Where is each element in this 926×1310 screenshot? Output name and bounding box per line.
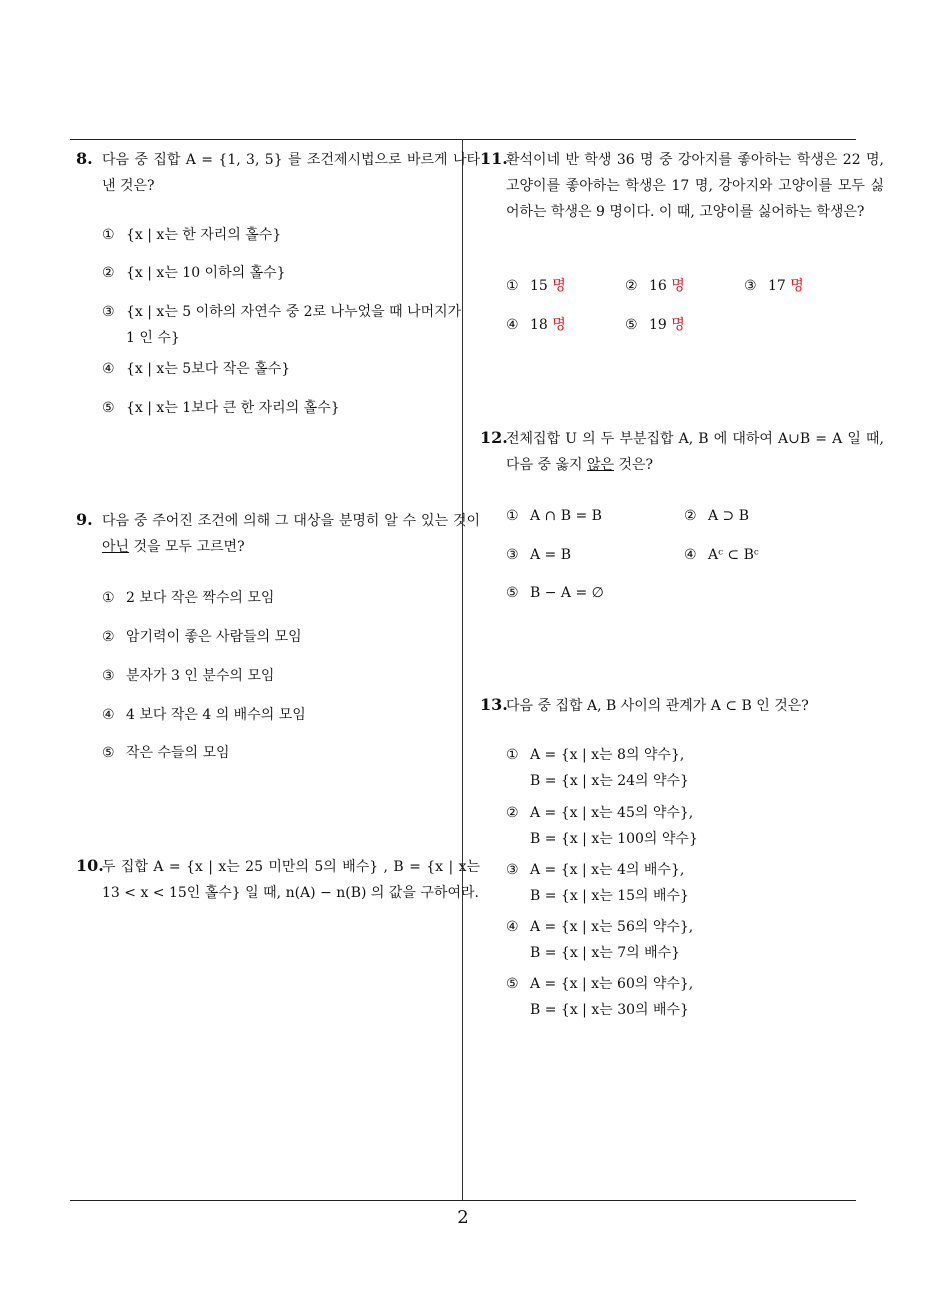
option-line-1: A = {x | x는 8의 약수}, [530,747,685,763]
question-stem-underline: 않은 [586,457,615,473]
option-11-4[interactable] [506,312,566,338]
option-value: 16 [649,278,667,294]
option-9-1[interactable] [102,585,274,611]
option-mark: ② [102,629,115,645]
question-number: 10. [76,856,104,875]
option-mark: ② [506,805,519,821]
option-12-3[interactable] [506,542,571,568]
option-line-1: A = {x | x는 60의 약수}, [530,976,694,992]
option-13-3[interactable] [506,857,689,909]
option-text: 작은 수들의 모임 [126,745,230,761]
question-number: 12. [480,428,508,447]
option-unit: 명 [671,317,685,333]
option-line-2: B = {x | x는 30의 배수} [530,1002,689,1018]
option-mark: ⑤ [506,976,519,992]
option-mark: ① [506,508,519,524]
question-stem-part: 것을 모두 고르면? [129,539,245,555]
option-unit: 명 [790,278,804,294]
option-8-5[interactable] [102,395,340,421]
top-rule [70,139,856,140]
option-text: {x | x는 10 이하의 홀수} [126,265,286,281]
question-stem: 다음 중 집합 A, B 사이의 관계가 A ⊂ B 인 것은? [506,698,809,714]
option-text: Aᶜ ⊂ Bᶜ [708,547,759,563]
option-mark: ① [102,590,115,606]
question-12 [480,425,884,478]
option-text: B − A = ∅ [530,585,604,601]
question-number: 8. [76,149,93,168]
option-line-2: B = {x | x는 100의 약수} [530,831,698,847]
question-10 [76,853,480,906]
option-9-2[interactable] [102,624,302,650]
option-text: {x | x는 1보다 큰 한 자리의 홀수} [126,400,340,416]
option-mark: ② [684,508,697,524]
option-line-2: B = {x | x는 7의 배수} [530,945,681,961]
option-text: {x | x는 5 이하의 자연수 중 2로 나누었을 때 나머지가 1 인 수} [126,304,462,346]
option-text: A ⊃ B [708,508,750,524]
option-9-4[interactable] [102,702,306,728]
option-12-4[interactable] [684,542,759,568]
option-9-5[interactable] [102,740,230,766]
option-unit: 명 [552,278,566,294]
option-mark: ⑤ [102,400,115,416]
option-mark: ④ [506,317,519,333]
option-9-3[interactable] [102,663,274,689]
question-number: 11. [480,149,508,168]
option-line-1: A = {x | x는 45의 약수}, [530,805,694,821]
option-line-1: A = {x | x는 56의 약수}, [530,919,694,935]
option-mark: ③ [102,668,115,684]
option-unit: 명 [671,278,685,294]
option-13-1[interactable] [506,742,689,794]
option-mark: ④ [102,707,115,723]
option-8-2[interactable] [102,260,286,286]
option-12-1[interactable] [506,503,602,529]
option-unit: 명 [552,317,566,333]
option-11-3[interactable] [744,273,804,299]
question-stem: 환석이네 반 학생 36 명 중 강아지를 좋아하는 학생은 22 명, 고양이를 좋아하는 학생은 17 명, 강아지와 고양이를 모두 싫어하는 학생은 9 명이다. 이 때, 고양이를 싫어하는 학생은? [506,152,884,220]
option-text: A = B [530,547,572,563]
option-13-4[interactable] [506,914,693,966]
option-value: 17 [768,278,786,294]
question-9 [76,507,480,560]
option-mark: ④ [684,547,697,563]
option-mark: ④ [102,361,115,377]
question-stem-part: 것은? [614,457,654,473]
bottom-rule [70,1200,856,1201]
option-mark: ⑤ [102,745,115,761]
option-11-1[interactable] [506,273,566,299]
option-text: {x | x는 5보다 작은 홀수} [126,361,291,377]
option-13-5[interactable] [506,971,693,1023]
option-12-2[interactable] [684,503,749,529]
question-stem: 두 집합 A = {x | x는 25 미만의 5의 배수} , B = {x | x는 13 < x < 15인 홀수} 일 때, n(A) − n(B) 의 값을 구하여라. [102,859,480,901]
option-mark: ③ [744,278,757,294]
option-12-5[interactable] [506,580,604,606]
question-8 [76,146,480,199]
option-text: {x | x는 한 자리의 홀수} [126,227,282,243]
option-mark: ③ [506,547,519,563]
option-mark: ③ [102,304,115,320]
option-mark: ④ [506,919,519,935]
option-mark: ① [506,747,519,763]
option-text: 2 보다 작은 짝수의 모임 [126,590,275,606]
option-mark: ⑤ [625,317,638,333]
page-number: 2 [457,1207,469,1228]
option-line-2: B = {x | x는 24의 약수} [530,773,689,789]
option-mark: ② [102,265,115,281]
option-text: 암기력이 좋은 사람들의 모임 [126,629,302,645]
option-mark: ⑤ [506,585,519,601]
option-value: 18 [530,317,548,333]
option-8-1[interactable] [102,222,281,248]
option-13-2[interactable] [506,800,698,852]
option-11-2[interactable] [625,273,685,299]
question-11 [480,146,884,225]
question-stem: 다음 중 집합 A = {1, 3, 5} 를 조건제시법으로 바르게 나타낸 것은? [102,152,480,194]
option-line-2: B = {x | x는 15의 배수} [530,888,689,904]
option-8-3[interactable] [102,299,471,351]
option-mark: ② [625,278,638,294]
question-number: 9. [76,510,93,529]
option-8-4[interactable] [102,356,290,382]
option-text: 분자가 3 인 분수의 모임 [126,668,275,684]
option-mark: ① [506,278,519,294]
option-text: A ∩ B = B [530,508,602,524]
question-stem-part: 다음 중 주어진 조건에 의해 그 대상을 분명히 알 수 있는 것이 [102,513,480,529]
option-text: 4 보다 작은 4 의 배수의 모임 [126,707,306,723]
option-11-5[interactable] [625,312,685,338]
option-line-1: A = {x | x는 4의 배수}, [530,862,685,878]
question-13 [480,692,884,719]
question-number: 13. [480,695,508,714]
option-mark: ③ [506,862,519,878]
option-value: 15 [530,278,548,294]
question-stem-part: 전체집합 U 의 두 부분집합 A, B 에 대하여 A∪B = A 일 때, 다음 중 옳지 [506,431,884,473]
option-mark: ① [102,227,115,243]
question-stem-underline: 아닌 [102,539,130,555]
option-value: 19 [649,317,667,333]
